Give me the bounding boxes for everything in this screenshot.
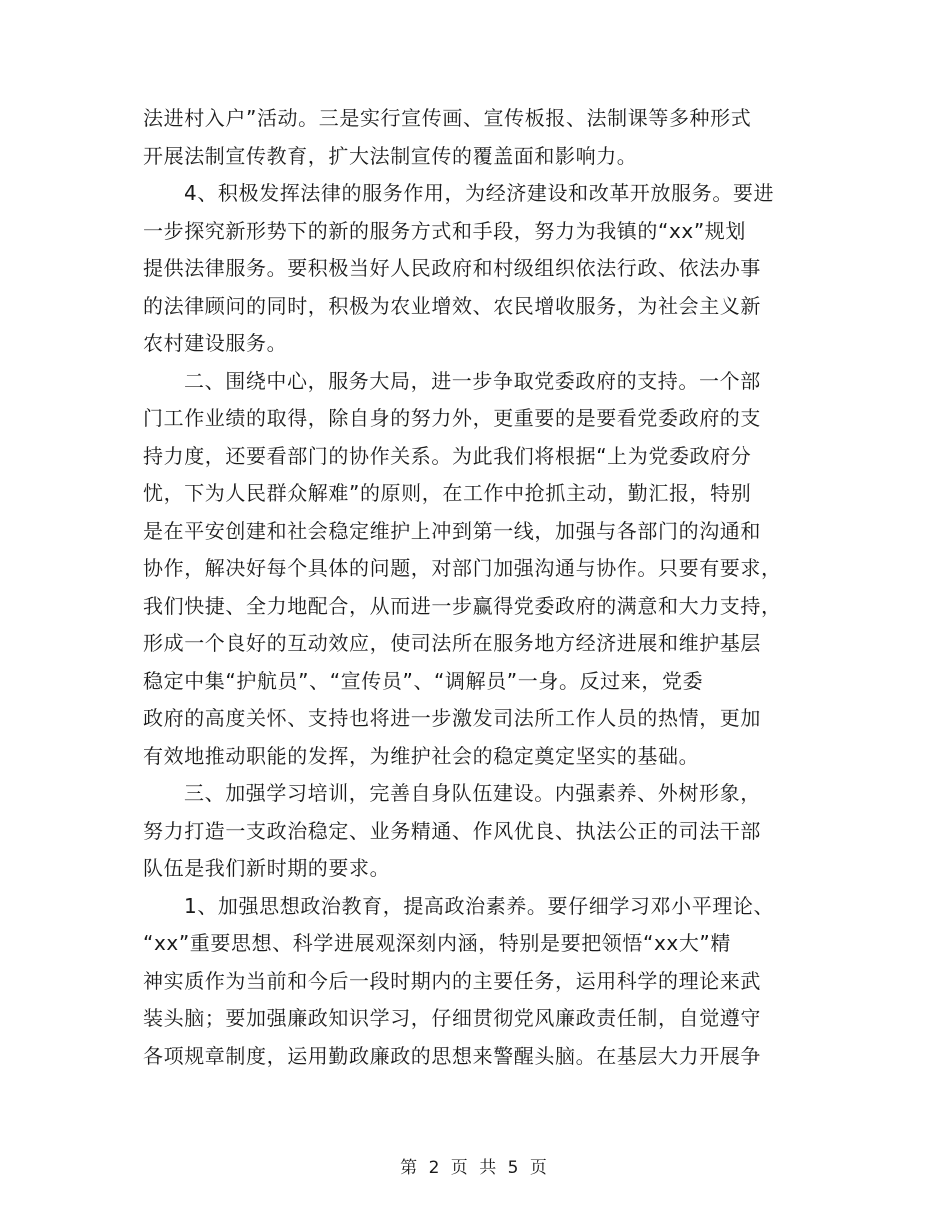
text-line: 努力打造一支政治稳定、业务精通、作风优良、执法公正的司法干部 <box>143 818 761 843</box>
text-line: 协作，解决好每个具体的问题，对部门加强沟通与协作。只要有要求， <box>143 556 782 580</box>
text-line: 装头脑；要加强廉政知识学习，仔细贯彻党风廉政责任制，自觉遵守 <box>143 1006 761 1030</box>
text-line: 忧，下为人民群众解难”的原则，在工作中抢抓主动，勤汇报，特别 <box>143 481 752 505</box>
text-line: 二、围绕中心，服务大局，进一步争取党委政府的支持。一个部 <box>184 368 761 393</box>
text-line: 4、积极发挥法律的服务作用，为经济建设和改革开放服务。要进 <box>184 181 775 205</box>
text-line: 一步探究新形势下的新的服务方式和手段，努力为我镇的“xx”规划 <box>143 218 746 243</box>
text-line: 提供法律服务。要积极当好人民政府和村级组织依法行政、依法办事 <box>143 256 761 280</box>
page-footer: 第 2 页 共 5 页 <box>400 1158 550 1178</box>
text-line: 持力度，还要看部门的协作关系。为此我们将根据“上为党委政府分 <box>143 443 752 468</box>
text-line: 1、加强思想政治教育，提高政治素养。要仔细学习邓小平理论、 <box>184 893 775 918</box>
text-line: 是在平安创建和社会稳定维护上冲到第一线，加强与各部门的沟通和 <box>143 518 761 543</box>
text-line: 我们快捷、全力地配合，从而进一步赢得党委政府的满意和大力支持， <box>143 593 782 618</box>
text-line: 形成一个良好的互动效应，使司法所在服务地方经济进展和维护基层 <box>143 631 761 655</box>
text-line: 有效地推动职能的发挥，为维护社会的稳定奠定坚实的基础。 <box>143 743 700 768</box>
text-line: 的法律顾问的同时，积极为农业增效、农民增收服务，为社会主义新 <box>143 293 761 318</box>
text-line: 门工作业绩的取得，除自身的努力外，更重要的是要看党委政府的支 <box>143 406 761 430</box>
document-body <box>143 100 807 1075</box>
text-line: 队伍是我们新时期的要求。 <box>143 856 391 880</box>
text-line: “xx”重要思想、科学进展观深刻内涵，特别是要把领悟“xx大”精 <box>143 931 731 955</box>
text-line: 政府的高度关怀、支持也将进一步激发司法所工作人员的热情，更加 <box>143 706 761 730</box>
text-line: 各项规章制度，运用勤政廉政的思想来警醒头脑。在基层大力开展争 <box>143 1043 761 1068</box>
text-line: 农村建设服务。 <box>143 331 288 355</box>
text-line: 三、加强学习培训，完善自身队伍建设。内强素养、外树形象， <box>184 781 761 805</box>
text-line: 神实质作为当前和今后一段时期内的主要任务，运用科学的理论来武 <box>143 968 761 993</box>
text-line: 法进村入户”活动。三是实行宣传画、宣传板报、法制课等多种形式 <box>143 106 752 130</box>
text-line: 稳定中集“护航员”、“宣传员”、“调解员”一身。反过来，党委 <box>143 668 704 693</box>
text-line: 开展法制宣传教育，扩大法制宣传的覆盖面和影响力。 <box>143 143 638 168</box>
